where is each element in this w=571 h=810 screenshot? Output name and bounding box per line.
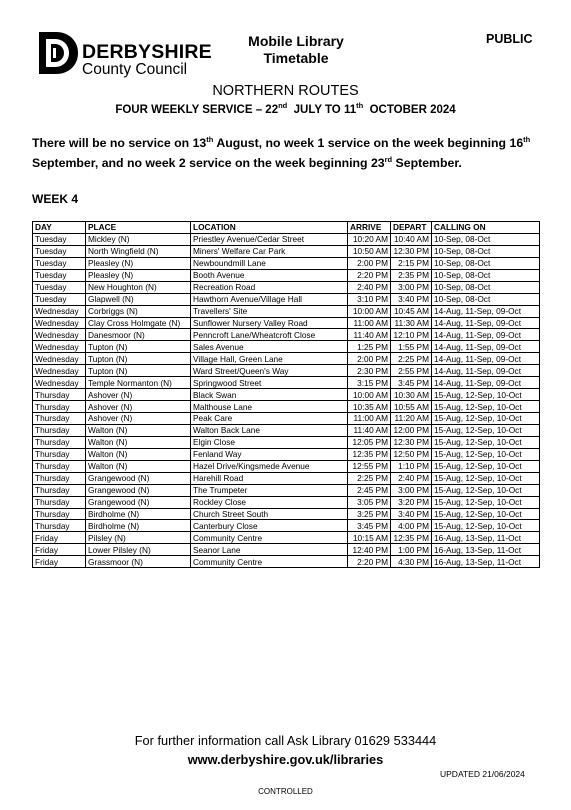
cell-place: Ashover (N) (86, 389, 191, 401)
table-row (33, 257, 540, 269)
cell-place: Walton (N) (86, 460, 191, 472)
cell-place: Walton (N) (86, 448, 191, 460)
cell-location: Malthouse Lane (191, 401, 348, 413)
cell-calling-on: 15-Aug, 12-Sep, 10-Oct (432, 496, 540, 508)
logo-name: DERBYSHIRE (82, 41, 212, 63)
header-calling-on: CALLING ON (432, 222, 540, 234)
cell-place: Tupton (N) (86, 353, 191, 365)
cell-place: Pleasley (N) (86, 257, 191, 269)
cell-location: Community Centre (191, 556, 348, 568)
cell-depart: 10:30 AM (391, 389, 432, 401)
cell-depart: 10:55 AM (391, 401, 432, 413)
cell-place: Ashover (N) (86, 413, 191, 425)
cell-calling-on: 14-Aug, 11-Sep, 09-Oct (432, 341, 540, 353)
title-line-2: Timetable (263, 50, 329, 66)
cell-depart: 1:00 PM (391, 544, 432, 556)
table-row (33, 389, 540, 401)
table-row (33, 532, 540, 544)
table-row (33, 496, 540, 508)
cell-arrive: 10:15 AM (348, 532, 391, 544)
cell-location: Penncroft Lane/Wheatcroft Close (191, 329, 348, 341)
cell-calling-on: 16-Aug, 13-Sep, 11-Oct (432, 544, 540, 556)
cell-depart: 12:30 PM (391, 436, 432, 448)
cell-place: Grangewood (N) (86, 484, 191, 496)
cell-calling-on: 10-Sep, 08-Oct (432, 233, 540, 245)
cell-day: Tuesday (33, 245, 86, 257)
cell-calling-on: 15-Aug, 12-Sep, 10-Oct (432, 424, 540, 436)
cell-calling-on: 15-Aug, 12-Sep, 10-Oct (432, 460, 540, 472)
cell-calling-on: 15-Aug, 12-Sep, 10-Oct (432, 448, 540, 460)
header-location: LOCATION (191, 222, 348, 234)
derbyshire-emblem-icon (36, 30, 80, 76)
cell-arrive: 11:00 AM (348, 413, 391, 425)
cell-place: Clay Cross Holmgate (N) (86, 317, 191, 329)
cell-arrive: 3:15 PM (348, 377, 391, 389)
cell-day: Thursday (33, 424, 86, 436)
cell-location: Travellers' Site (191, 305, 348, 317)
cell-place: New Houghton (N) (86, 281, 191, 293)
header-depart: DEPART (391, 222, 432, 234)
footer-url[interactable]: www.derbyshire.gov.uk/libraries (187, 752, 384, 767)
cell-calling-on: 10-Sep, 08-Oct (432, 293, 540, 305)
cell-day: Thursday (33, 472, 86, 484)
cell-location: Seanor Lane (191, 544, 348, 556)
cell-arrive: 11:00 AM (348, 317, 391, 329)
cell-depart: 12:10 PM (391, 329, 432, 341)
cell-day: Thursday (33, 508, 86, 520)
cell-arrive: 3:25 PM (348, 508, 391, 520)
cell-calling-on: 15-Aug, 12-Sep, 10-Oct (432, 413, 540, 425)
cell-place: Walton (N) (86, 424, 191, 436)
notice-part-3: September, and no week 2 service on the week beginning 23 (32, 155, 385, 170)
cell-depart: 11:30 AM (391, 317, 432, 329)
cell-location: Hawthorn Avenue/Village Hall (191, 293, 348, 305)
cell-arrive: 2:00 PM (348, 257, 391, 269)
cell-depart: 12:35 PM (391, 532, 432, 544)
cell-arrive: 11:40 AM (348, 424, 391, 436)
cell-location: Ward Street/Queen's Way (191, 365, 348, 377)
cell-location: Community Centre (191, 532, 348, 544)
cell-location: Springwood Street (191, 377, 348, 389)
cell-depart: 2:55 PM (391, 365, 432, 377)
cell-place: North Wingfield (N) (86, 245, 191, 257)
cell-calling-on: 16-Aug, 13-Sep, 11-Oct (432, 556, 540, 568)
cell-day: Tuesday (33, 233, 86, 245)
cell-arrive: 1:25 PM (348, 341, 391, 353)
cell-location: Canterbury Close (191, 520, 348, 532)
cell-day: Tuesday (33, 281, 86, 293)
cell-calling-on: 14-Aug, 11-Sep, 09-Oct (432, 353, 540, 365)
notice-part-4: September. (392, 155, 462, 170)
document-title (216, 33, 376, 67)
cell-arrive: 2:25 PM (348, 472, 391, 484)
cell-depart: 12:30 PM (391, 245, 432, 257)
cell-depart: 4:00 PM (391, 520, 432, 532)
cell-arrive: 12:40 PM (348, 544, 391, 556)
notice-sup-2: th (523, 134, 531, 144)
cell-place: Grangewood (N) (86, 496, 191, 508)
cell-location: Miners' Welfare Car Park (191, 245, 348, 257)
cell-place: Glapwell (N) (86, 293, 191, 305)
cell-depart: 3:40 PM (391, 508, 432, 520)
cell-calling-on: 14-Aug, 11-Sep, 09-Oct (432, 317, 540, 329)
cell-place: Grangewood (N) (86, 472, 191, 484)
cell-location: Church Street South (191, 508, 348, 520)
table-row (33, 281, 540, 293)
notice-sup-3: rd (384, 154, 393, 164)
cell-location: Booth Avenue (191, 269, 348, 281)
logo-subtitle: County Council (82, 61, 188, 78)
cell-depart: 3:00 PM (391, 484, 432, 496)
cell-calling-on: 10-Sep, 08-Oct (432, 257, 540, 269)
notice-sup-1: th (206, 134, 214, 144)
table-row (33, 413, 540, 425)
cell-place: Grassmoor (N) (86, 556, 191, 568)
timetable (32, 221, 540, 568)
table-row (33, 245, 540, 257)
controlled-label: CONTROLLED (258, 787, 313, 796)
cell-calling-on: 14-Aug, 11-Sep, 09-Oct (432, 365, 540, 377)
table-row (33, 341, 540, 353)
cell-calling-on: 15-Aug, 12-Sep, 10-Oct (432, 508, 540, 520)
cell-day: Thursday (33, 520, 86, 532)
derbyshire-logo (36, 30, 212, 80)
table-row (33, 317, 540, 329)
cell-place: Pilsley (N) (86, 532, 191, 544)
header-arrive: ARRIVE (348, 222, 391, 234)
cell-location: Priestley Avenue/Cedar Street (191, 233, 348, 245)
cell-arrive: 10:50 AM (348, 245, 391, 257)
cell-day: Wednesday (33, 329, 86, 341)
cell-calling-on: 15-Aug, 12-Sep, 10-Oct (432, 389, 540, 401)
table-row (33, 520, 540, 532)
cell-day: Wednesday (33, 365, 86, 377)
cell-day: Thursday (33, 484, 86, 496)
cell-calling-on: 15-Aug, 12-Sep, 10-Oct (432, 401, 540, 413)
header-day: DAY (33, 222, 86, 234)
cell-calling-on: 15-Aug, 12-Sep, 10-Oct (432, 484, 540, 496)
table-row (33, 472, 540, 484)
cell-arrive: 3:05 PM (348, 496, 391, 508)
cell-depart: 12:00 PM (391, 424, 432, 436)
cell-depart: 12:50 PM (391, 448, 432, 460)
cell-day: Tuesday (33, 293, 86, 305)
cell-calling-on: 10-Sep, 08-Oct (432, 281, 540, 293)
cell-location: Elgin Close (191, 436, 348, 448)
service-period (0, 102, 571, 118)
table-row (33, 401, 540, 413)
cell-depart: 3:20 PM (391, 496, 432, 508)
cell-day: Thursday (33, 401, 86, 413)
service-sup-2: th (356, 101, 364, 111)
cell-location: Recreation Road (191, 281, 348, 293)
cell-arrive: 12:55 PM (348, 460, 391, 472)
title-line-1: Mobile Library (248, 33, 344, 49)
cell-calling-on: 15-Aug, 12-Sep, 10-Oct (432, 472, 540, 484)
cell-arrive: 12:05 PM (348, 436, 391, 448)
cell-depart: 4:30 PM (391, 556, 432, 568)
service-part-2: JULY TO 11 (287, 104, 357, 116)
cell-depart: 11:20 AM (391, 413, 432, 425)
cell-depart: 10:40 AM (391, 233, 432, 245)
table-row (33, 436, 540, 448)
cell-day: Friday (33, 556, 86, 568)
cell-arrive: 10:00 AM (348, 389, 391, 401)
cell-depart: 1:55 PM (391, 341, 432, 353)
cell-location: Sales Avenue (191, 341, 348, 353)
cell-depart: 3:40 PM (391, 293, 432, 305)
cell-place: Birdholme (N) (86, 520, 191, 532)
cell-arrive: 2:20 PM (348, 556, 391, 568)
table-row (33, 424, 540, 436)
cell-arrive: 10:00 AM (348, 305, 391, 317)
table-row (33, 353, 540, 365)
cell-day: Friday (33, 532, 86, 544)
cell-arrive: 2:40 PM (348, 281, 391, 293)
table-row (33, 329, 540, 341)
cell-place: Tupton (N) (86, 341, 191, 353)
cell-calling-on: 14-Aug, 11-Sep, 09-Oct (432, 329, 540, 341)
service-part-1: FOUR WEEKLY SERVICE – 22 (115, 104, 279, 116)
cell-day: Wednesday (33, 377, 86, 389)
cell-place: Birdholme (N) (86, 508, 191, 520)
cell-location: Village Hall, Green Lane (191, 353, 348, 365)
service-sup-1: nd (278, 101, 288, 111)
cell-depart: 2:40 PM (391, 472, 432, 484)
cell-day: Wednesday (33, 305, 86, 317)
footer-info: For further information call Ask Library 01629 533444 (134, 733, 437, 748)
cell-day: Thursday (33, 413, 86, 425)
cell-arrive: 10:20 AM (348, 233, 391, 245)
table-row (33, 544, 540, 556)
cell-day: Wednesday (33, 353, 86, 365)
cell-place: Temple Normanton (N) (86, 377, 191, 389)
cell-calling-on: 14-Aug, 11-Sep, 09-Oct (432, 377, 540, 389)
header-place: PLACE (86, 222, 191, 234)
cell-location: Rockley Close (191, 496, 348, 508)
table-row (33, 377, 540, 389)
table-row (33, 508, 540, 520)
notice-part-2: August, no week 1 service on the week beginning 16 (213, 136, 524, 150)
cell-place: Corbriggs (N) (86, 305, 191, 317)
cell-arrive: 3:10 PM (348, 293, 391, 305)
table-row (33, 448, 540, 460)
cell-day: Friday (33, 544, 86, 556)
cell-day: Wednesday (33, 317, 86, 329)
cell-arrive: 2:45 PM (348, 484, 391, 496)
cell-calling-on: 15-Aug, 12-Sep, 10-Oct (432, 436, 540, 448)
cell-arrive: 11:40 AM (348, 329, 391, 341)
cell-arrive: 2:30 PM (348, 365, 391, 377)
cell-location: Black Swan (191, 389, 348, 401)
cell-place: Ashover (N) (86, 401, 191, 413)
cell-place: Tupton (N) (86, 365, 191, 377)
cell-calling-on: 16-Aug, 13-Sep, 11-Oct (432, 532, 540, 544)
cell-place: Pleasley (N) (86, 269, 191, 281)
cell-place: Mickley (N) (86, 233, 191, 245)
table-row (33, 233, 540, 245)
cell-day: Thursday (33, 496, 86, 508)
cell-day: Thursday (33, 436, 86, 448)
cell-location: Sunflower Nursery Valley Road (191, 317, 348, 329)
table-row (33, 460, 540, 472)
table-row (33, 269, 540, 281)
table-row (33, 365, 540, 377)
cell-calling-on: 10-Sep, 08-Oct (432, 245, 540, 257)
cell-calling-on: 10-Sep, 08-Oct (432, 269, 540, 281)
table-row (33, 293, 540, 305)
cell-day: Tuesday (33, 257, 86, 269)
cell-place: Lower Pilsley (N) (86, 544, 191, 556)
cell-day: Thursday (33, 460, 86, 472)
cell-depart: 2:35 PM (391, 269, 432, 281)
cell-depart: 2:25 PM (391, 353, 432, 365)
table-row (33, 556, 540, 568)
table-row (33, 484, 540, 496)
cell-place: Danesmoor (N) (86, 329, 191, 341)
cell-calling-on: 15-Aug, 12-Sep, 10-Oct (432, 520, 540, 532)
cell-arrive: 12:35 PM (348, 448, 391, 460)
cell-depart: 3:00 PM (391, 281, 432, 293)
classification-label: PUBLIC (486, 32, 533, 46)
cell-day: Thursday (33, 448, 86, 460)
cell-location: Walton Back Lane (191, 424, 348, 436)
cell-day: Wednesday (33, 341, 86, 353)
cell-depart: 10:45 AM (391, 305, 432, 317)
cell-location: The Trumpeter (191, 484, 348, 496)
updated-date: UPDATED 21/06/2024 (440, 769, 525, 779)
week-label: WEEK 4 (32, 192, 79, 206)
table-row (33, 305, 540, 317)
timetable-header-row (33, 222, 540, 234)
service-part-3: OCTOBER 2024 (363, 104, 456, 116)
cell-calling-on: 14-Aug, 11-Sep, 09-Oct (432, 305, 540, 317)
cell-depart: 2:15 PM (391, 257, 432, 269)
cell-location: Harehill Road (191, 472, 348, 484)
cell-location: Fenland Way (191, 448, 348, 460)
cell-depart: 3:45 PM (391, 377, 432, 389)
cell-location: Hazel Drive/Kingsmede Avenue (191, 460, 348, 472)
cell-arrive: 2:00 PM (348, 353, 391, 365)
cell-location: Peak Care (191, 413, 348, 425)
notice-part-1: There will be no service on 13 (32, 136, 207, 150)
cell-arrive: 3:45 PM (348, 520, 391, 532)
routes-title: NORTHERN ROUTES (212, 83, 359, 99)
cell-depart: 1:10 PM (391, 460, 432, 472)
cell-arrive: 10:35 AM (348, 401, 391, 413)
cell-day: Thursday (33, 389, 86, 401)
cell-day: Tuesday (33, 269, 86, 281)
cell-location: Newboundmill Lane (191, 257, 348, 269)
cell-place: Walton (N) (86, 436, 191, 448)
service-notice (32, 134, 542, 173)
cell-arrive: 2:20 PM (348, 269, 391, 281)
